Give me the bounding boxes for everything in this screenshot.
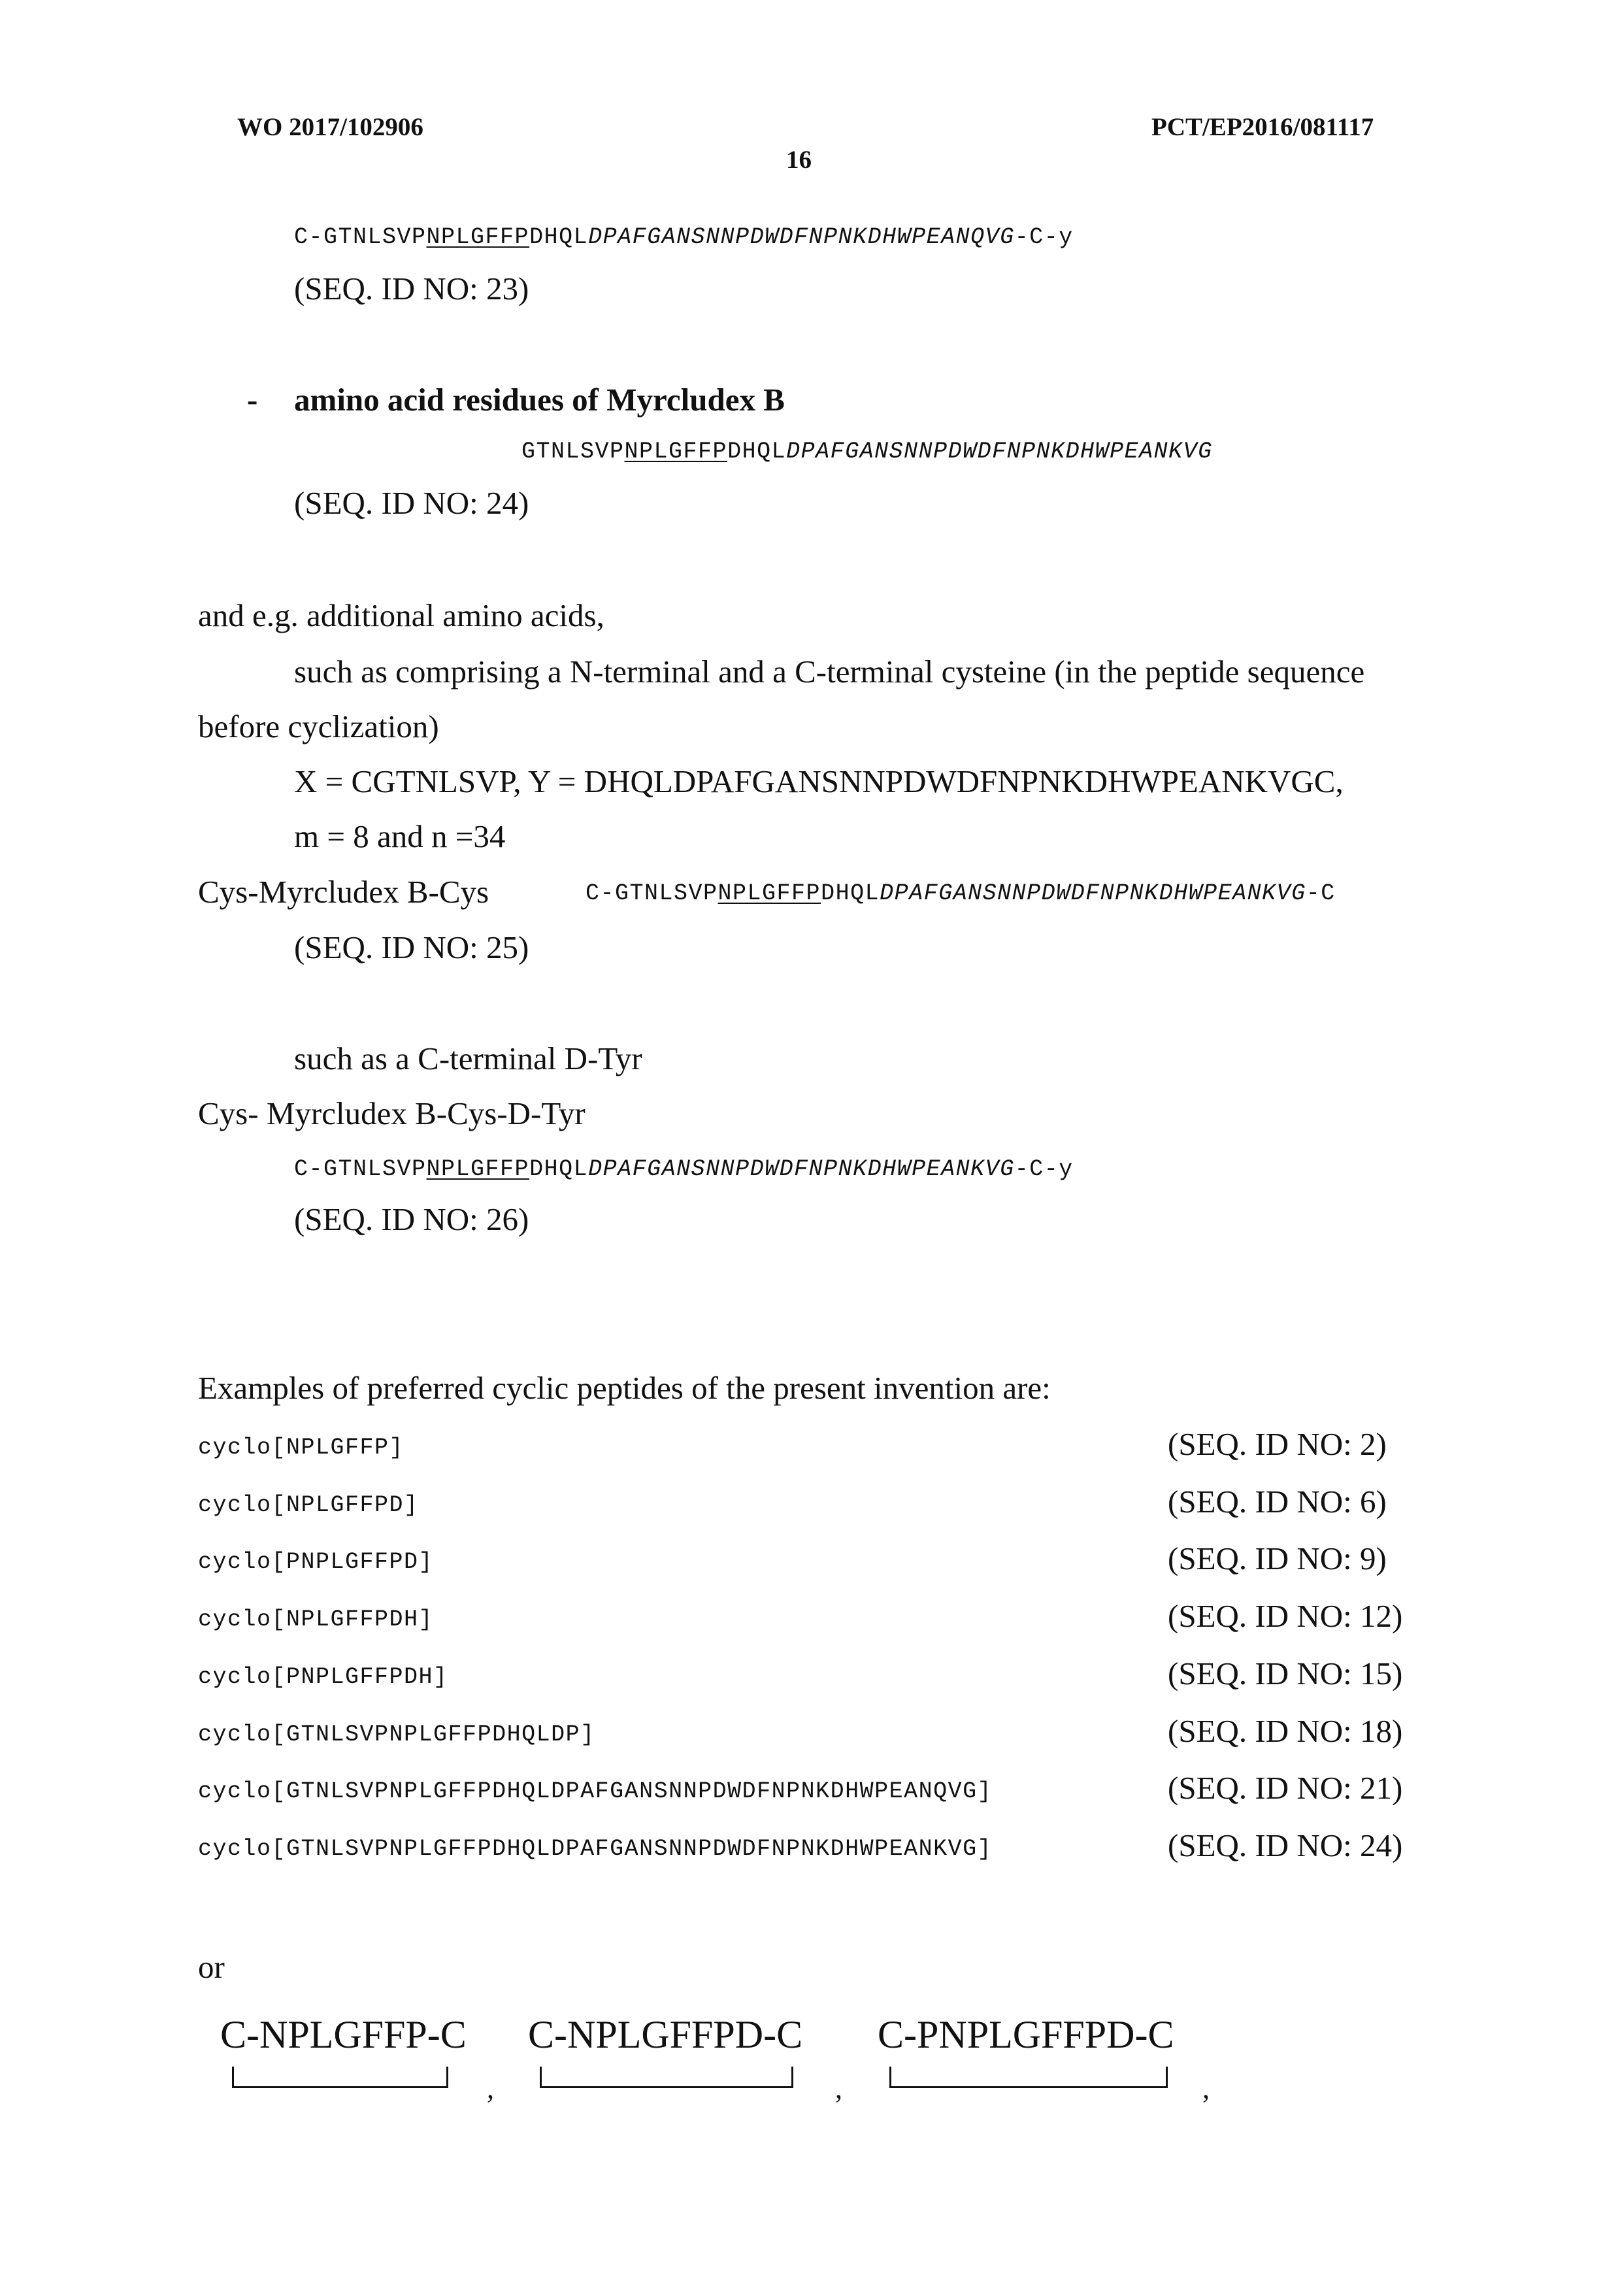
- cyclic-peptide-seq-id: (SEQ. ID NO: 2): [1168, 1426, 1387, 1462]
- xy-definition: X = CGTNLSVP, Y = DHQLDPAFGANSNNPDWDFNPNKDHWPEANKVGC,: [294, 763, 1344, 799]
- sequence-underlined: NPLGFFP: [718, 880, 821, 907]
- sequence-underlined: NPLGFFP: [426, 224, 530, 250]
- sequence-24: [521, 437, 1213, 467]
- sequence-23: [294, 222, 1074, 252]
- publication-number: WO 2017/102906: [237, 113, 423, 141]
- sequence-italic: DPAFGANSNNPDWDFNPNKDHWPEANKVG: [588, 1156, 1015, 1182]
- sequence-plain: DHQL: [529, 224, 589, 250]
- sequence-suffix: -C-y: [1014, 224, 1074, 250]
- cyclic-peptide-sequence: cyclo[NPLGFFP]: [198, 1435, 404, 1461]
- structure-label: C-NPLGFFP-C: [220, 2013, 467, 2056]
- separator-comma: ,: [1202, 2072, 1210, 2105]
- sequence-suffix: -C-y: [1014, 1156, 1074, 1182]
- sequence-underlined: NPLGFFP: [426, 1156, 530, 1182]
- cyclic-peptide-sequence: cyclo[GTNLSVPNPLGFFPDHQLDP]: [198, 1722, 595, 1748]
- sequence-prefix: C-GTNLSVP: [294, 1156, 427, 1182]
- cyclic-peptide-sequence: cyclo[GTNLSVPNPLGFFPDHQLDPAFGANSNNPDWDFNPNKDHWPEANQVG]: [198, 1778, 993, 1805]
- sequence-25: [586, 878, 1336, 908]
- cyclic-peptide-seq-id: (SEQ. ID NO: 24): [1168, 1827, 1403, 1863]
- seq-id-24: (SEQ. ID NO: 24): [294, 485, 529, 521]
- cyclization-bracket: [232, 2067, 448, 2088]
- or-text: or: [198, 1949, 225, 1985]
- additional-amino-acids-text: and e.g. additional amino acids,: [198, 597, 604, 633]
- seq-id-26: (SEQ. ID NO: 26): [294, 1201, 529, 1237]
- cyclic-peptide-seq-id: (SEQ. ID NO: 9): [1168, 1540, 1387, 1576]
- cyclic-peptide-seq-id: (SEQ. ID NO: 21): [1168, 1770, 1403, 1806]
- cyclic-peptide-sequence: cyclo[PNPLGFFPDH]: [198, 1664, 448, 1690]
- sequence-italic: DPAFGANSNNPDWDFNPNKDHWPEANQVG: [588, 224, 1015, 250]
- cyclization-bracket: [540, 2067, 793, 2088]
- such-as-text-line2: before cyclization): [198, 708, 439, 744]
- cyclic-peptide-seq-id: (SEQ. ID NO: 6): [1168, 1484, 1387, 1520]
- cyclic-peptide-sequence: cyclo[NPLGFFPDH]: [198, 1606, 434, 1633]
- sequence-prefix: C-GTNLSVP: [586, 880, 718, 907]
- sequence-plain: DHQL: [821, 880, 880, 907]
- cyclization-bracket: [889, 2067, 1168, 2088]
- sequence-underlined: NPLGFFP: [624, 439, 728, 465]
- sequence-italic: DPAFGANSNNPDWDFNPNKDHWPEANKVG: [880, 880, 1306, 907]
- cyclic-peptide-seq-id: (SEQ. ID NO: 18): [1168, 1713, 1403, 1749]
- d-tyr-text: such as a C-terminal D-Tyr: [294, 1040, 642, 1076]
- cyclic-peptide-sequence: cyclo[PNPLGFFPD]: [198, 1549, 434, 1575]
- sequence-plain: DHQL: [529, 1156, 589, 1182]
- myrcludex-heading: amino acid residues of Myrcludex B: [294, 382, 785, 418]
- sequence-plain: DHQL: [727, 439, 787, 465]
- sequence-prefix: C-GTNLSVP: [294, 224, 427, 250]
- mn-definition: m = 8 and n =34: [294, 818, 506, 854]
- separator-comma: ,: [487, 2072, 494, 2105]
- cys-myrcludex-dtyr-label: Cys- Myrcludex B-Cys-D-Tyr: [198, 1095, 586, 1131]
- cyclic-peptide-sequence: cyclo[NPLGFFPD]: [198, 1492, 419, 1518]
- bullet-dash: -: [247, 382, 258, 418]
- examples-heading: Examples of preferred cyclic peptides of the present invention are:: [198, 1370, 1051, 1406]
- page-number: 16: [786, 146, 812, 174]
- separator-comma: ,: [835, 2072, 842, 2105]
- cyclic-peptide-sequence: cyclo[GTNLSVPNPLGFFPDHQLDPAFGANSNNPDWDFNPNKDHWPEANKVG]: [198, 1836, 993, 1862]
- seq-id-25: (SEQ. ID NO: 25): [294, 929, 529, 965]
- application-number: PCT/EP2016/081117: [1151, 113, 1374, 141]
- such-as-text-line1: such as comprising a N-terminal and a C-terminal cysteine (in the peptide sequence: [294, 654, 1365, 690]
- cyclic-peptide-seq-id: (SEQ. ID NO: 12): [1168, 1598, 1403, 1634]
- sequence-prefix: GTNLSVP: [521, 439, 625, 465]
- structure-label: C-PNPLGFFPD-C: [878, 2013, 1174, 2056]
- structure-label: C-NPLGFFPD-C: [528, 2013, 803, 2056]
- sequence-italic: DPAFGANSNNPDWDFNPNKDHWPEANKVG: [786, 439, 1213, 465]
- cys-myrcludex-label: Cys-Myrcludex B-Cys: [198, 874, 489, 910]
- seq-id-23: (SEQ. ID NO: 23): [294, 271, 529, 307]
- sequence-suffix: -C: [1306, 880, 1336, 907]
- cyclic-peptide-seq-id: (SEQ. ID NO: 15): [1168, 1655, 1403, 1691]
- sequence-26: [294, 1154, 1074, 1184]
